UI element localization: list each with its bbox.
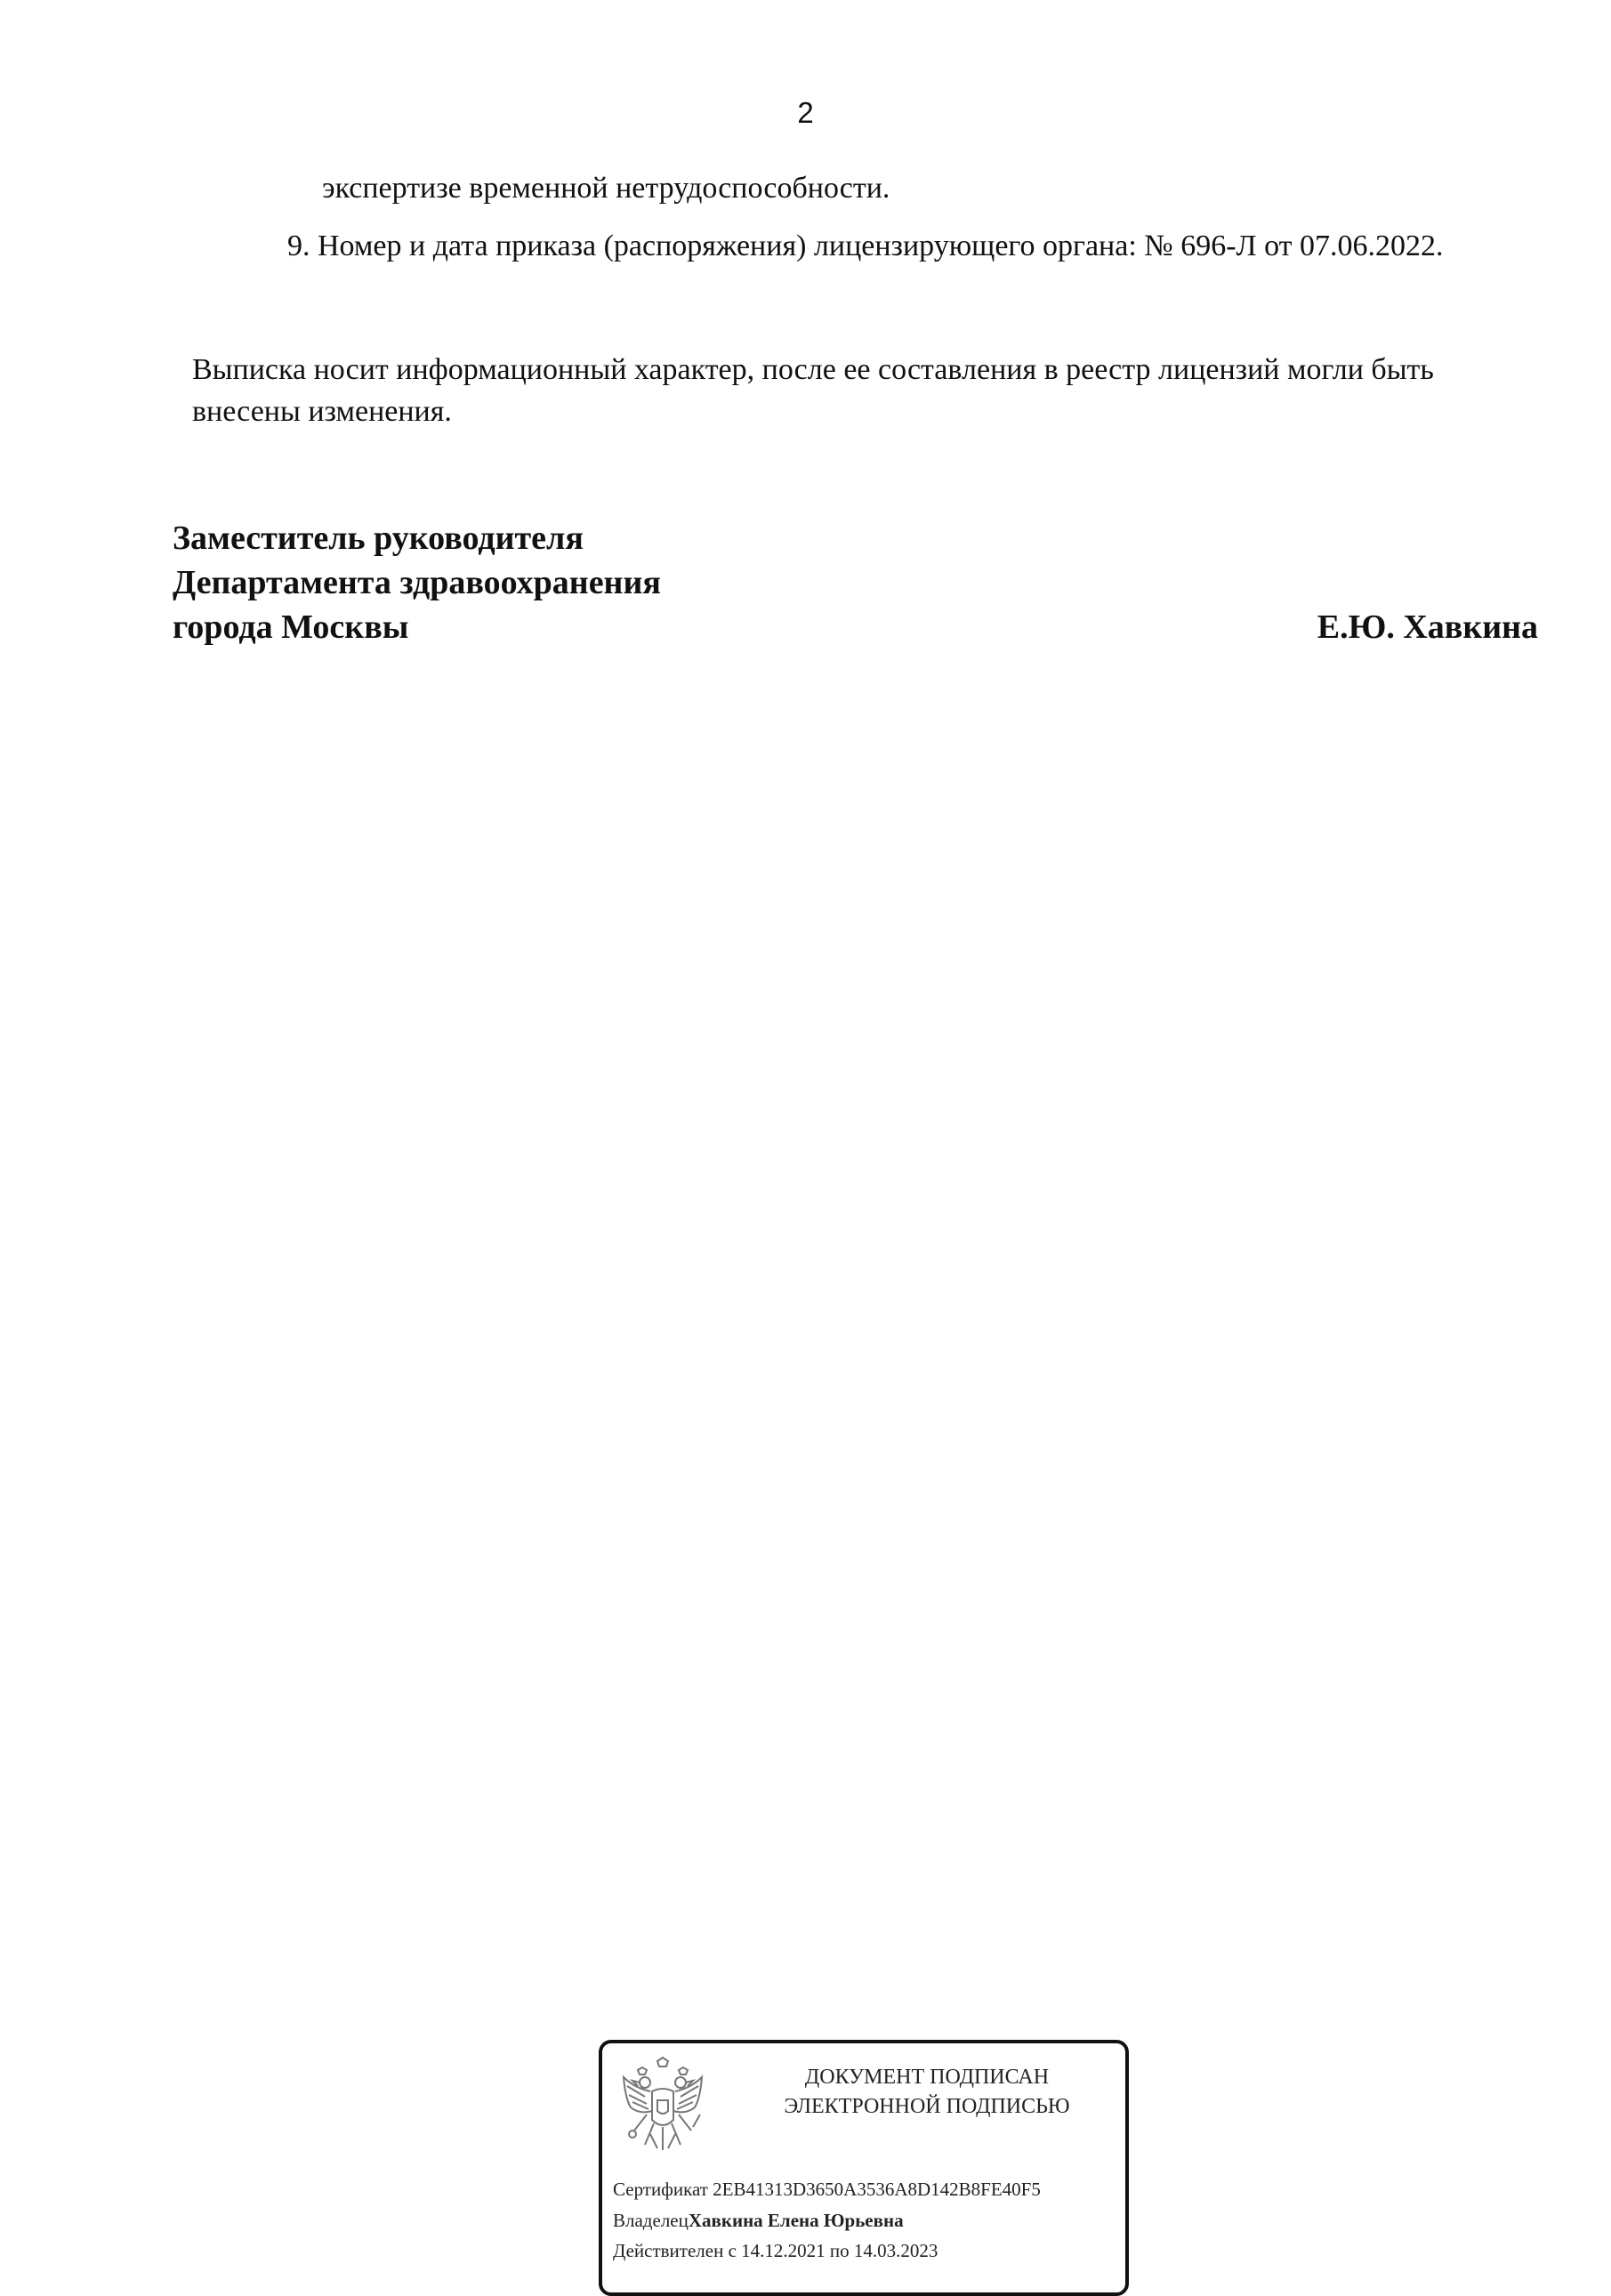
validity-line: Действителен с 14.12.2021 по 14.03.2023 [613,2240,938,2261]
stamp-header-line-1: ДОКУМЕНТ ПОДПИСАН [804,2066,1050,2089]
owner-label: Владелец [613,2210,689,2231]
note-line-2: внесены изменения. [192,395,452,428]
page-number: 2 [797,96,814,129]
signatory-title-line-3: города Москвы [173,608,409,646]
signatory-title-line-1: Заместитель руководителя [173,520,584,557]
certificate-value: 2EB41313D3650A3536A8D142B8FE40F5 [713,2179,1041,2200]
double-headed-eagle-icon [618,2056,707,2164]
certificate-line [613,2179,1041,2201]
owner-line [613,2210,904,2232]
item-9-paragraph: 9. Номер и дата приказа (распоряжения) лицензирующего органа: № 696-Л от 07.06.2022. [287,230,1444,262]
stamp-header [736,2063,1118,2122]
signatory-title-line-2: Департамента здравоохранения [173,564,661,601]
continuation-paragraph: экспертизе временной нетрудоспособности. [322,172,890,205]
owner-value: Хавкина Елена Юрьевна [688,2210,904,2231]
electronic-signature-stamp [599,2040,1129,2296]
note-line-1: Выписка носит информационный характер, после ее составления в реестр лицензий могли быть [192,353,1434,386]
signatory-title [173,516,661,649]
certificate-label: Сертификат [613,2179,708,2200]
stamp-header-line-2: ЭЛЕКТРОННОЙ ПОДПИСЬЮ [784,2095,1070,2118]
signatory-name: Е.Ю. Хавкина [1317,608,1538,646]
